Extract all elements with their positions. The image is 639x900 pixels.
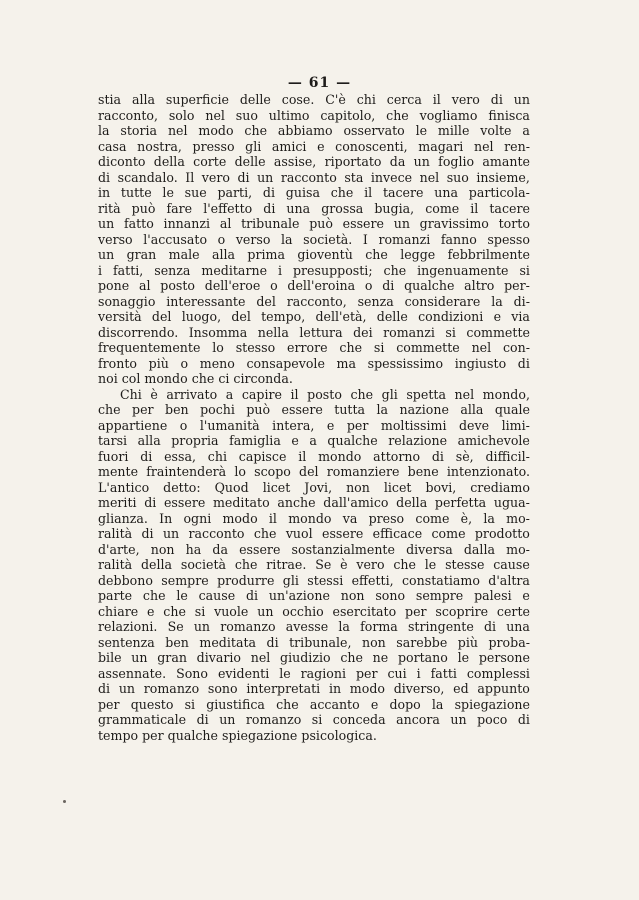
text-line: i fatti, senza meditarne i presupposti; che ingenuamente si [98,262,530,278]
text-line: noi col mondo che ci circonda. [98,371,293,386]
text-line: parte che le cause di un'azione non sono sempre palesi e [98,588,530,603]
text-line: mente fraintenderà lo scopo del romanziere bene intenzionato. [98,464,530,479]
text-line: frequentemente lo stesso errore che si commette nel con- [98,340,530,355]
page-number: — 61 — [287,75,352,91]
text-line: stia alla superficie delle cose. C'è chi cerca il vero di un [98,92,530,107]
text-line: grammaticale di un romanzo si conceda ancora un poco di [98,712,530,727]
text-line: sonaggio interessante del racconto, senza considerare la di- [98,293,530,309]
text-line: bile un gran divario nel giudizio che ne portano le persone [98,650,530,665]
text-line: di scandalo. Il vero di un racconto sta invece nel suo insieme, [98,169,530,185]
text-line: per questo si giustifica che accanto e dopo la spiegazione [98,696,530,712]
text-line: appartiene o l'umanità intera, e per moltissimi deve limi- [98,417,530,433]
text-line: verso l'accusato o verso la società. I romanzi fanno spesso [98,231,530,247]
text-line: tempo per qualche spiegazione psicologica. [98,727,377,743]
text-line: chiare e che si vuole un occhio esercitato per scoprire certe [98,603,530,619]
text-line: glianza. In ogni modo il mondo va preso come è, la mo- [98,510,530,526]
text-line: versità del luogo, del tempo, dell'età, delle condizioni e via [98,309,530,324]
text-line: casa nostra, presso gli amici e conoscenti, magari nel ren- [98,138,530,154]
text-line: meriti di essere meditato anche dall'amico della perfetta ugua- [98,495,530,510]
text-line: ralità della società che ritrae. Se è vero che le stesse cause [98,557,530,572]
text-line: tarsi alla propria famiglia e a qualche relazione amichevole [98,433,530,448]
text-line: pone al posto dell'eroe o dell'eroina o di qualche altro per- [98,278,530,293]
text-line: la storia nel modo che abbiamo osservato le mille volte a [98,123,530,138]
text-line: assennate. Sono evidenti le ragioni per cui i fatti complessi [98,665,530,681]
text-line: Chi è arrivato a capire il posto che gli spetta nel mondo, [120,386,530,402]
text-line: racconto, solo nel suo ultimo capitolo, che vogliamo finisca [98,107,530,123]
body-text [98,92,530,743]
text-line: discorrendo. Insomma nella lettura dei romanzi si commette [98,324,530,340]
text-line: di un romanzo sono interpretati in modo diverso, ed appunto [98,681,530,696]
text-line: diconto della corte delle assise, riportato da un foglio amante [98,154,530,169]
text-line: d'arte, non ha da essere sostanzialmente diversa dalla mo- [98,541,530,557]
text-line: che per ben pochi può essere tutta la nazione alla quale [98,402,530,417]
text-line: sentenza ben meditata di tribunale, non sarebbe più proba- [98,634,530,650]
text-line: un gran male alla prima gioventù che legge febbrilmente [98,247,530,262]
text-line: ralità di un racconto che vuol essere efficace come prodotto [98,526,530,541]
text-line: fronto più o meno consapevole ma spessissimo ingiusto di [98,355,530,371]
text-line: relazioni. Se un romanzo avesse la forma stringente di una [98,619,530,634]
text-line: in tutte le sue parti, di guisa che il tacere una particola- [98,185,530,200]
text-line: debbono sempre produrre gli stessi effetti, constatiamo d'altra [98,572,530,588]
text-line: rità può fare l'effetto di una grossa bugia, come il tacere [98,200,530,216]
text-line: fuori di essa, chi capisce il mondo attorno di sè, difficil- [98,448,530,464]
text-line: un fatto innanzi al tribunale può essere un gravissimo torto [98,216,530,231]
paper-speck [63,800,66,803]
text-line: L'antico detto: Quod licet Jovi, non licet bovi, crediamo [98,479,530,495]
